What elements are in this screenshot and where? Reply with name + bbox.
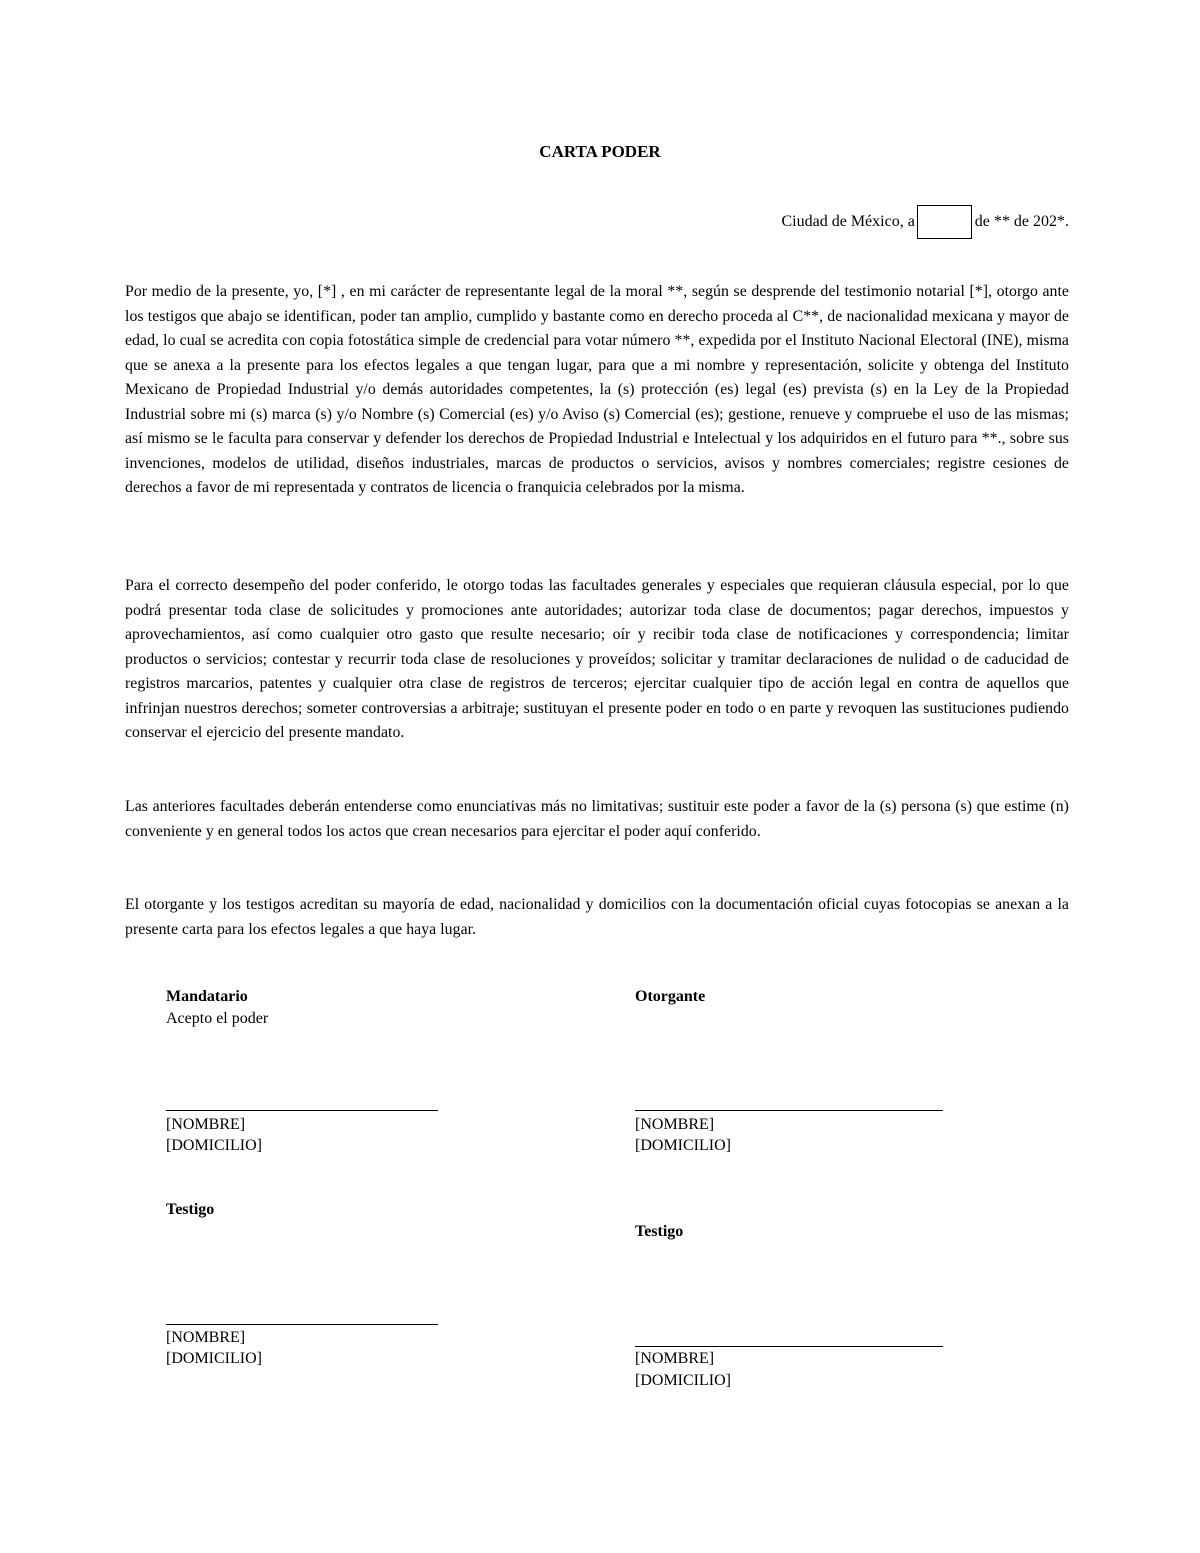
testigo-left-block <box>166 1199 214 1221</box>
testigo-left-name: [NOMBRE] <box>166 1329 246 1346</box>
mandatario-block <box>166 986 268 1030</box>
testigo-right-block <box>635 1221 683 1243</box>
otorgante-block <box>635 986 705 1008</box>
testigo-right-address: [DOMICILIO] <box>635 1372 731 1389</box>
testigo-right-name: [NOMBRE] <box>635 1350 715 1367</box>
testigo-right-signature-line <box>635 1346 943 1347</box>
mandatario-address: [DOMICILIO] <box>166 1137 262 1154</box>
otorgante-role: Otorgante <box>635 988 706 1005</box>
testigo-right-role: Testigo <box>635 1223 684 1240</box>
date-suffix: de ** de 202*. <box>974 213 1069 230</box>
mandatario-signature-line <box>166 1110 438 1111</box>
mandatario-role: Mandatario <box>166 988 248 1005</box>
document-title: CARTA PODER <box>539 142 661 161</box>
otorgante-signature-line <box>635 1110 943 1111</box>
mandatario-note: Acepto el poder <box>166 1010 269 1027</box>
paragraph-grant: Por medio de la presente, yo, [*] , en mi carácter de representante legal de la moral **, según se desprende del testimonio notarial [*], otorgo ante los testigos que abajo se identifican, poder tan amplio, cumplido y bastante como en derecho proceda al C**, de nacionalidad mexicana y mayor de edad, lo cual se acredita con copia fotostática simple de credencial para votar número **, expedida por el Instituto Nacional Electoral (INE), misma que se anexa a la presente para los efectos legales a que tengan lugar, para que a mi nombre y representación, solicite y obtenga del Instituto Mexicano de Propiedad Industrial y/o demás autoridades competentes, la (s) protección (es) legal (es) prevista (s) en la Ley de la Propiedad Industrial sobre mi (s) marca (s) y/o Nombre (s) Comercial (es) y/o Aviso (s) Comercial (es); gestione, renueve y compruebe el uso de las mismas; así mismo se le faculta para conservar y defender los derechos de Propiedad Industrial e Intelectual y los adquiridos en el futuro para **., sobre sus invenciones, modelos de utilidad, diseños industriales, marcas de productos o servicios, avisos y nombres comerciales; registre cesiones de derechos a favor de mi representada y contratos de licencia o franquicia celebrados por la misma. <box>125 283 1069 496</box>
testigo-left-signature-line <box>166 1324 438 1325</box>
day-field-box[interactable] <box>917 205 972 239</box>
paragraph-scope: Las anteriores facultades deberán entenderse como enunciativas más no limitativas; sustituir este poder a favor de la (s) persona (s) que estime (n) conveniente y en general todos los actos que crean necesarios para ejercitar el poder aquí conferido. <box>125 798 1069 840</box>
testigo-left-address: [DOMICILIO] <box>166 1350 262 1367</box>
paragraph-powers: Para el correcto desempeño del poder conferido, le otorgo todas las facultades generales y especiales que requieran cláusula especial, por lo que podrá presentar toda clase de solicitudes y promociones ante autoridades; autorizar toda clase de documentos; pagar derechos, impuestos y aprovechamientos, así como cualquier otro gasto que resulte necesario; oír y recibir toda clase de notificaciones y correspondencia; limitar productos o servicios; contestar y recurrir toda clase de resoluciones y proveídos; solicitar y tramitar declaraciones de nulidad o de caducidad de registros marcarios, patentes y cualquier otra clase de registros de terceros; ejercitar cualquier tipo de acción legal en contra de aquellos que infrinjan nuestros derechos; someter controversias a arbitraje; sustituyan el presente poder en todo o en parte y revoquen las sustituciones pudiendo conservar el ejercicio del presente mandato. <box>125 577 1069 741</box>
date-prefix: Ciudad de México, a <box>781 213 915 230</box>
mandatario-name: [NOMBRE] <box>166 1116 246 1133</box>
otorgante-name: [NOMBRE] <box>635 1116 715 1133</box>
testigo-left-role: Testigo <box>166 1201 215 1218</box>
date-line <box>782 204 1070 240</box>
otorgante-address: [DOMICILIO] <box>635 1137 731 1154</box>
paragraph-identification: El otorgante y los testigos acreditan su mayoría de edad, nacionalidad y domicilios con la documentación oficial cuyas fotocopias se anexan a la presente carta para los efectos legales a que haya lugar. <box>125 896 1069 938</box>
